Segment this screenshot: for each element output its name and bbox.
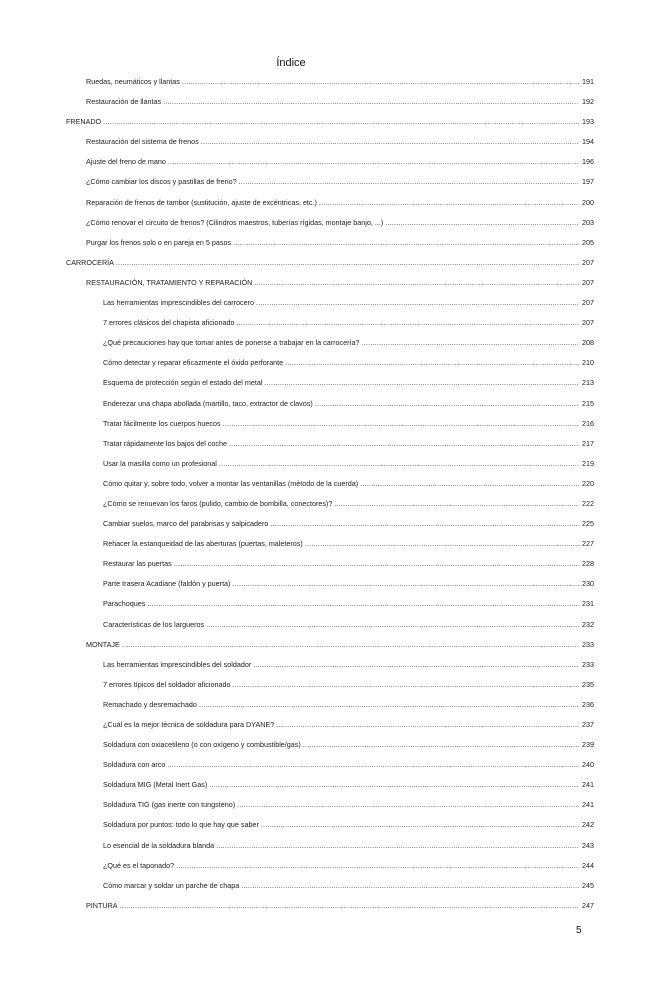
toc-entry-page: 243 bbox=[582, 840, 594, 850]
toc-entry[interactable] bbox=[66, 608, 594, 628]
toc-entry-page: 208 bbox=[582, 338, 594, 348]
toc-entry-page: 220 bbox=[582, 478, 594, 488]
toc-entry[interactable] bbox=[66, 307, 594, 327]
toc-entry-title: Las herramientas imprescindibles del soldador bbox=[103, 659, 252, 669]
toc-entry-title: ¿Cuál es la mejor técnica de soldadura para DYANE? bbox=[103, 720, 275, 729]
toc-entry-page: 240 bbox=[582, 760, 594, 770]
dot-leader bbox=[103, 117, 579, 126]
dot-leader bbox=[232, 579, 579, 588]
toc-entry[interactable] bbox=[66, 709, 594, 729]
dot-leader bbox=[360, 479, 579, 488]
toc-entry[interactable] bbox=[66, 86, 594, 106]
toc-entry-title: Restauración de llantas bbox=[86, 97, 162, 107]
dot-leader bbox=[236, 318, 579, 327]
dot-leader bbox=[206, 620, 579, 629]
toc-entry[interactable] bbox=[66, 327, 594, 347]
toc-entry-page: 207 bbox=[582, 298, 594, 308]
toc-entry[interactable] bbox=[66, 850, 594, 870]
toc-entry[interactable] bbox=[66, 387, 594, 407]
toc-entry-page: 216 bbox=[582, 418, 594, 428]
toc-entry-title: ¿Cómo renovar el circuito de frenos? (Cilindros maestros, tuberías rígidas, montaje banjo, ...) bbox=[86, 217, 384, 227]
dot-leader bbox=[241, 881, 579, 890]
toc-entry-title: 7 errores típicos del soldador aficionado bbox=[103, 679, 231, 689]
toc-entry-title: Soldadura TIG (gas inerte con tungsteno) bbox=[103, 800, 236, 810]
toc-entry[interactable] bbox=[66, 227, 594, 247]
dot-leader bbox=[270, 519, 579, 528]
toc-entry[interactable] bbox=[66, 367, 594, 387]
dot-leader bbox=[229, 439, 579, 448]
toc-entry-page: 217 bbox=[582, 438, 594, 448]
toc-entry-page: 228 bbox=[582, 559, 594, 569]
toc-entry[interactable] bbox=[66, 809, 594, 829]
toc-entry-page: 241 bbox=[582, 800, 594, 810]
toc-entry-page: 222 bbox=[582, 498, 594, 508]
toc-entry-title: RESTAURACIÓN, TRATAMIENTO Y REPARACIÓN bbox=[86, 277, 253, 287]
dot-leader bbox=[147, 599, 579, 608]
toc-entry-title: CARROCERÍA bbox=[66, 257, 114, 267]
toc-entry[interactable] bbox=[66, 749, 594, 769]
toc-entry-title: Las herramientas imprescindibles del carrocero bbox=[103, 298, 255, 308]
toc-entry[interactable] bbox=[66, 669, 594, 689]
toc-entry-page: 200 bbox=[582, 197, 594, 207]
dot-leader bbox=[209, 780, 579, 789]
toc-entry-title: Ajuste del freno de mano bbox=[86, 157, 166, 167]
toc-entry[interactable] bbox=[66, 689, 594, 709]
toc-entry[interactable] bbox=[66, 870, 594, 890]
toc-entry-page: 225 bbox=[582, 519, 594, 529]
toc-entry-page: 197 bbox=[582, 177, 594, 187]
toc-entry-title: Tratar fácilmente los cuerpos huecos bbox=[103, 418, 221, 428]
toc-entry-page: 242 bbox=[582, 820, 594, 830]
dot-leader bbox=[303, 740, 579, 749]
toc-entry-title: ¿Qué es el taponado? bbox=[103, 860, 175, 870]
toc-entry[interactable] bbox=[66, 247, 594, 267]
page-title: Índice bbox=[276, 57, 306, 69]
toc-entry[interactable] bbox=[66, 468, 594, 488]
toc-entry[interactable] bbox=[66, 488, 594, 508]
toc-entry-title: Parachoques bbox=[103, 599, 146, 609]
toc-entry-title: FRENADO bbox=[66, 117, 102, 127]
toc-entry-title: Cambiar suelos, marco del parabrisas y salpicadero bbox=[103, 519, 269, 529]
toc-entry-title: Características de los largueros bbox=[103, 619, 205, 629]
toc-entry[interactable] bbox=[66, 789, 594, 809]
toc-entry-page: 205 bbox=[582, 237, 594, 247]
dot-leader bbox=[163, 97, 579, 106]
toc-entry-title: Parte trasera Acadiane (faldón y puerta) bbox=[103, 579, 231, 589]
toc-entry-page: 193 bbox=[582, 117, 594, 127]
toc-entry-page: 207 bbox=[582, 277, 594, 287]
toc-entry[interactable] bbox=[66, 629, 594, 649]
toc-entry-page: 247 bbox=[582, 900, 594, 910]
toc-entry[interactable] bbox=[66, 448, 594, 468]
toc-entry-title: Lo esencial de la soldadura blanda bbox=[103, 840, 215, 850]
dot-leader bbox=[334, 499, 579, 508]
toc-entry-page: 230 bbox=[582, 579, 594, 589]
toc-entry[interactable] bbox=[66, 428, 594, 448]
dot-leader bbox=[201, 137, 579, 146]
toc-entry[interactable] bbox=[66, 508, 594, 528]
dot-leader bbox=[239, 177, 579, 186]
dot-leader bbox=[219, 459, 579, 468]
toc-entry-title: Soldadura con oxiacetileno (o con oxígeno y combustible/gas) bbox=[103, 740, 301, 750]
dot-leader bbox=[232, 680, 579, 689]
toc-entry-page: 196 bbox=[582, 157, 594, 167]
toc-entry-page: 233 bbox=[582, 639, 594, 649]
toc-entry-title: Remachado y desremachado bbox=[103, 699, 197, 709]
toc-entry-title: Ruedas, neumáticos y llantas bbox=[86, 77, 180, 86]
toc-entry-title: Soldadura por puntos: todo lo que hay que saber bbox=[103, 820, 259, 830]
toc-entry[interactable] bbox=[66, 267, 594, 287]
dot-leader bbox=[305, 539, 579, 548]
dot-leader bbox=[315, 399, 579, 408]
toc-entry-title: Esquema de protección según el estado del metal bbox=[103, 378, 263, 388]
toc-entry-page: 236 bbox=[582, 699, 594, 709]
toc-entry-page: 207 bbox=[582, 257, 594, 267]
toc-entry[interactable] bbox=[66, 287, 594, 307]
toc-entry-title: Enderezar una chapa abollada (martillo, taco, extractor de clavos) bbox=[103, 398, 313, 408]
toc-entry[interactable] bbox=[66, 146, 594, 166]
toc-entry[interactable] bbox=[66, 207, 594, 227]
dot-leader bbox=[254, 278, 579, 287]
toc-entry-title: Soldadura MIG (Metal Inert Gas) bbox=[103, 780, 208, 790]
toc-entry-title: MONTAJE bbox=[86, 639, 120, 649]
dot-leader bbox=[362, 338, 579, 347]
toc-entry-title: Cómo detectar y reparar eficazmente el óxido perforante bbox=[103, 358, 284, 368]
toc-entry[interactable] bbox=[66, 408, 594, 428]
toc-entry-page: 192 bbox=[582, 97, 594, 107]
toc-entry[interactable] bbox=[66, 186, 594, 206]
toc-entry-page: 245 bbox=[582, 880, 594, 890]
toc-entry[interactable] bbox=[66, 74, 594, 86]
toc-entry[interactable] bbox=[66, 347, 594, 367]
toc-entry[interactable] bbox=[66, 649, 594, 669]
toc-entry-page: 213 bbox=[582, 378, 594, 388]
dot-leader bbox=[261, 820, 579, 829]
dot-leader bbox=[122, 640, 579, 649]
toc-entry-page: 191 bbox=[582, 77, 594, 86]
toc-entry-page: 235 bbox=[582, 679, 594, 689]
dot-leader bbox=[168, 157, 579, 166]
toc-entry-title: Usar la masilla como un profesional bbox=[103, 458, 217, 468]
toc-entry-title: Tratar rápidamente los bajos del coche bbox=[103, 438, 227, 448]
toc-entry-title: ¿Cómo se renuevan los faros (pulido, cambio de bombilla, conectores)? bbox=[103, 498, 333, 508]
dot-leader bbox=[167, 760, 579, 769]
toc-entry-page: 233 bbox=[582, 659, 594, 669]
toc-entry[interactable] bbox=[66, 588, 594, 608]
dot-leader bbox=[176, 861, 579, 870]
toc-entry-page: 232 bbox=[582, 619, 594, 629]
toc-entry[interactable] bbox=[66, 548, 594, 568]
toc-entry-page: 227 bbox=[582, 539, 594, 549]
toc-entry-title: 7 errores clásicos del chapista aficionado bbox=[103, 318, 235, 328]
toc-entry-page: 207 bbox=[582, 318, 594, 328]
toc-entry-page: 244 bbox=[582, 860, 594, 870]
table-of-contents bbox=[66, 74, 594, 910]
toc-entry-title: ¿Qué precauciones hay que tomar antes de ponerse a trabajar en la carrocería? bbox=[103, 338, 360, 348]
toc-entry[interactable] bbox=[66, 106, 594, 126]
dot-leader bbox=[120, 901, 579, 910]
dot-leader bbox=[256, 298, 579, 307]
toc-entry[interactable] bbox=[66, 829, 594, 849]
toc-entry-page: 231 bbox=[582, 599, 594, 609]
toc-entry-title: Cómo marcar y soldar un parche de chapa bbox=[103, 880, 240, 890]
toc-entry-page: 219 bbox=[582, 458, 594, 468]
dot-leader bbox=[233, 238, 579, 247]
toc-entry-title: Soldadura con arco bbox=[103, 760, 166, 770]
dot-leader bbox=[237, 800, 579, 809]
dot-leader bbox=[253, 660, 579, 669]
toc-entry[interactable] bbox=[66, 126, 594, 146]
toc-entry-page: 215 bbox=[582, 398, 594, 408]
toc-entry-title: ¿Cómo cambiar los discos y pastillas de freno? bbox=[86, 177, 237, 187]
toc-entry[interactable] bbox=[66, 729, 594, 749]
toc-entry-title: Reparación de frenos de tambor (sustitución, ajuste de excéntricas, etc.) bbox=[86, 197, 317, 207]
toc-entry-page: 237 bbox=[582, 720, 594, 729]
dot-leader bbox=[276, 720, 579, 729]
toc-entry-title: PINTURA bbox=[86, 900, 118, 910]
toc-entry-page: 210 bbox=[582, 358, 594, 368]
toc-entry[interactable] bbox=[66, 166, 594, 186]
dot-leader bbox=[199, 700, 579, 709]
dot-leader bbox=[264, 378, 579, 387]
toc-entry[interactable] bbox=[66, 568, 594, 588]
toc-entry[interactable] bbox=[66, 890, 594, 910]
page-number: 5 bbox=[576, 925, 582, 936]
dot-leader bbox=[285, 358, 579, 367]
dot-leader bbox=[174, 559, 579, 568]
toc-entry-page: 241 bbox=[582, 780, 594, 790]
toc-entry-title: Restaurar las puertas bbox=[103, 559, 172, 569]
toc-entry-page: 239 bbox=[582, 740, 594, 750]
dot-leader bbox=[385, 218, 579, 227]
toc-entry-title: Rehacer la estanqueidad de las aberturas (puertas, maleteros) bbox=[103, 539, 303, 549]
toc-entry-page: 203 bbox=[582, 217, 594, 227]
dot-leader bbox=[182, 77, 579, 86]
dot-leader bbox=[223, 419, 579, 428]
toc-entry[interactable] bbox=[66, 528, 594, 548]
toc-entry[interactable] bbox=[66, 769, 594, 789]
toc-entry-title: Cómo quitar y, sobre todo, volver a montar las ventanillas (método de la cuerda) bbox=[103, 478, 359, 488]
dot-leader bbox=[116, 258, 579, 267]
toc-entry-title: Purgar los frenos solo o en pareja en 5 pasos bbox=[86, 237, 232, 247]
toc-entry-title: Restauración del sistema de frenos bbox=[86, 137, 199, 147]
toc-entry-page: 194 bbox=[582, 137, 594, 147]
dot-leader bbox=[319, 198, 579, 207]
dot-leader bbox=[216, 841, 579, 850]
